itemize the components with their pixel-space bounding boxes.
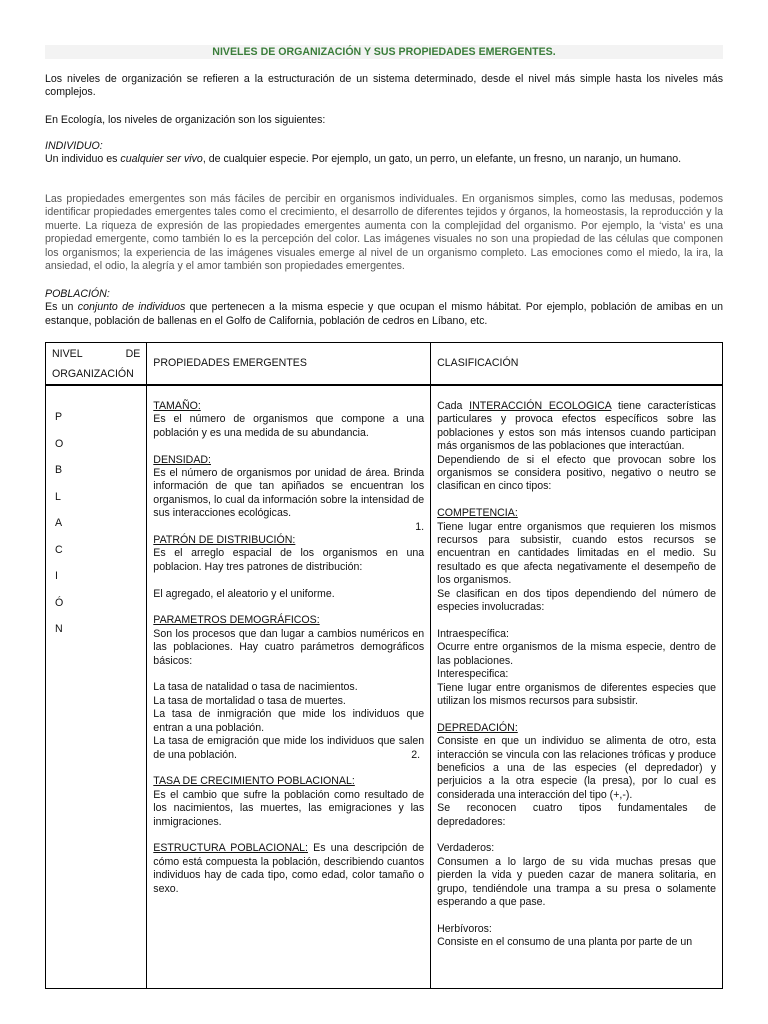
- nivel-cell: [46, 385, 147, 989]
- propiedades-paragraph: Las propiedades emergentes son más fáciles de percibir en organismos individuales. En organismos simples, como las medusas, podemos identificar propiedades emergentes tales como el crecimiento, el desarrollo de diferentes tejidos y órganos, la homeostasis, la reproducción y la muerte. La riqueza de expresión de las propiedades emergentes aumenta con la complejidad del organismo. Por ejemplo, la ‘vista’ es una propiedad emergente, como también lo es la percepción del color. Las imágenes visuales no son una propiedad de las células que componen los organismos; la experiencia de las imágenes visuales emerge al nivel de un organismo completo. Las emociones como el miedo, la ira, la ansiedad, el odio, la alegría y el amor también son propiedades emergentes.: [45, 193, 723, 273]
- nivel-vertical-letters: P O B L A C I Ó N: [55, 411, 64, 635]
- niveles-table: [45, 342, 723, 989]
- clasificacion-cell: Cada INTERACCIÓN ECOLOGICA tiene características particulares y provoca efectos específicos sobre las poblaciones y estos son más intensos cuando participan más organismos de las poblaciones que interactúan. Dependiendo de si el efecto que provocan sobre los organismos se considera positivo, negativo o neutro se clasifican en cinco tipos: COMPETENCIA: Tiene lugar entre organismos que requieren los mismos recursos para subsistir, cuando estos recursos se encuentran en cantidades limitadas en el medio. Su resultado es que afecta negativamente el desempeño de los organismos. Se clasifican en dos tipos dependiendo del número de especies involucradas: Intraespecífica: Ocurre entre organismos de la misma especie, dentro de las poblaciones. Interespecifica: Tiene lugar entre organismos de diferentes especies que utilizan los mismos recursos para subsistir. DEPREDACIÓN: Consiste en que un individuo se alimenta de otro, esta interacción se vincula con las relaciones tróficas y produce beneficios a una de las especies (el depredador) y perjuicios a la otra especie (la presa), por lo cual es considerada una interacción del tipo (+,-). Se reconocen cuatro tipos fundamentales de depredadores: Verdaderos: Consumen a lo largo de su vida muchas presas que pierden la vida y pueden cazar de manera solitaria, en grupo, tendiéndole una trampa a su presa o solamente esperando a que pase. Herbívoros: Consiste en el consumo de una planta por parte de un: [431, 385, 723, 989]
- header-clasificacion: CLASIFICACIÓN: [431, 343, 723, 386]
- individuo-text: Un individuo es cualquier ser vivo, de cualquier especie. Por ejemplo, un gato, un perro, un elefante, un fresno, un naranjo, un humano.: [45, 153, 682, 166]
- table-header-row: [46, 343, 723, 386]
- poblacion-section: [45, 288, 723, 328]
- intro-paragraph: Los niveles de organización se refieren a la estructuración de un sistema determinado, desde el nivel más simple hasta los niveles más complejos.: [45, 73, 723, 99]
- header-propiedades: PROPIEDADES EMERGENTES: [147, 343, 431, 386]
- header-nivel: NIVEL DE ORGANIZACIÓN: [46, 343, 147, 386]
- individuo-section: [45, 140, 723, 167]
- propiedades-cell: TAMAÑO: Es el número de organismos que compone a una población y es una medida de su abundancia. DENSIDAD: Es el número de organismos por unidad de área. Brinda información de que tan apiñados se encuentran los organismos, lo cual da información sobre la intensidad de sus interacciones ecológicas. 1. PATRÓN DE DISTRIBUCIÓN: Es el arreglo espacial de los organismos en una poblacion. Hay tres patrones de distribución: El agregado, el aleatorio y el uniforme. PARAMETROS DEMOGRÁFICOS: Son los procesos que dan lugar a cambios numéricos en las poblaciones. Hay cuatro parámetros demográficos básicos: La tasa de natalidad o tasa de nacimientos. La tasa de mortalidad o tasa de muertes. La tasa de inmigración que mide los individuos que entran a una población. La tasa de emigración que mide los individuos que salen de una población. 2. TASA DE CRECIMIENTO POBLACIONAL: Es el cambio que sufre la población como resultado de los nacimientos, las muertes, las emigraciones y las inmigraciones. ESTRUCTURA POBLACIONAL: Es una descripción de cómo está compuesta la población, describiendo cuantos individuos hay de cada tipo, como edad, color tamaño o sexo.: [147, 385, 431, 989]
- table-row: [46, 385, 723, 989]
- ecologia-paragraph: En Ecología, los niveles de organización son los siguientes:: [45, 114, 326, 126]
- individuo-heading: INDIVIDUO:: [45, 140, 103, 152]
- document-title: NIVELES DE ORGANIZACIÓN Y SUS PROPIEDADES EMERGENTES.: [45, 45, 723, 59]
- poblacion-text: Es un conjunto de individuos que pertenecen a la misma especie y que ocupan el mismo hábitat. Por ejemplo, población de amibas en un estanque, población de ballenas en el Golfo de California, población de cedros en Líbano, etc.: [45, 301, 723, 327]
- poblacion-heading: POBLACIÓN:: [45, 288, 110, 300]
